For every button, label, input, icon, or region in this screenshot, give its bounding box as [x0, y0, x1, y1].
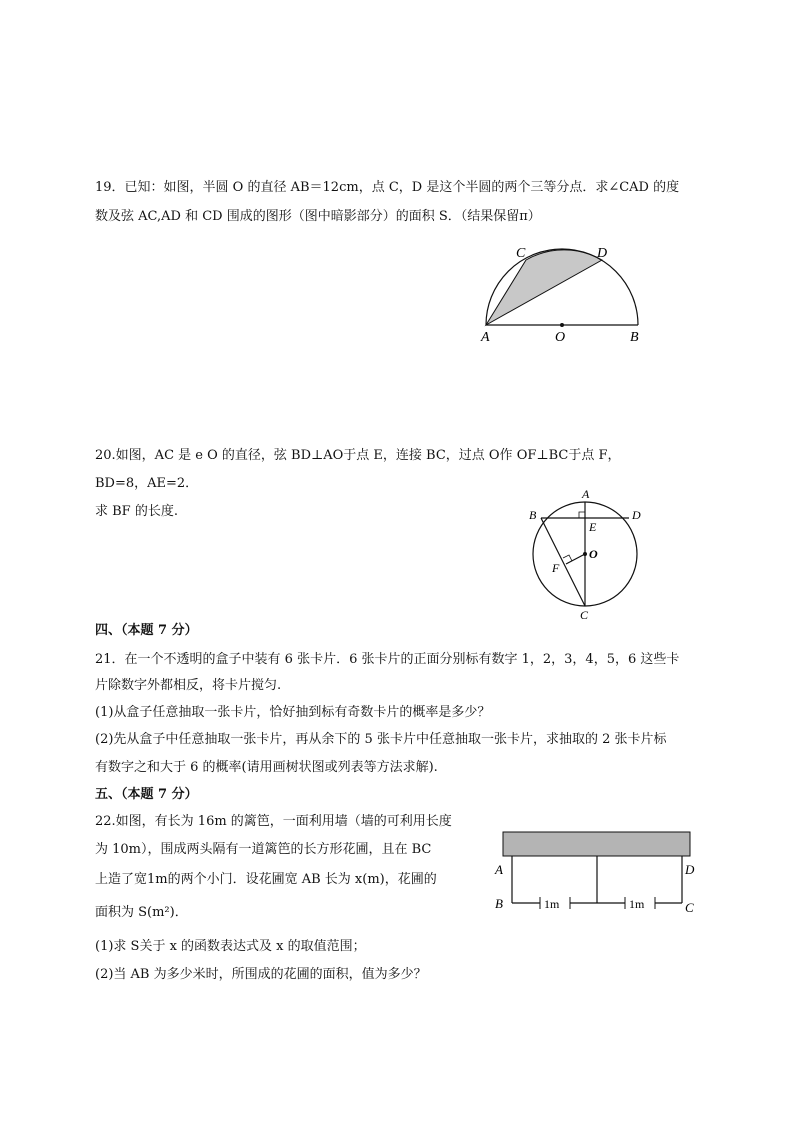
section-5-heading: 五、（本题 7 分）	[95, 787, 198, 802]
chord-bc	[541, 518, 585, 606]
center-point	[560, 323, 564, 327]
center-o	[583, 552, 587, 556]
q21-line-5: 有数字之和大于 6 的概率(请用画树状图或列表等方法求解).	[95, 760, 438, 775]
label-f2: F	[552, 561, 560, 575]
label-o: O	[555, 330, 566, 345]
q21-line-2: 片除数字外都相反，将卡片搅匀.	[95, 678, 282, 693]
q21-line-3: (1)从盒子任意抽取一张卡片，恰好抽到标有奇数卡片的概率是多少？	[95, 705, 491, 720]
garden-figure	[492, 828, 702, 923]
right-angle-f	[563, 555, 572, 561]
circle-figure	[525, 486, 645, 621]
label-a2: A	[582, 487, 590, 501]
q22-line-1: 22.如图，有长为 16m 的篱笆，一面利用墙（墙的可利用长度	[95, 814, 452, 829]
label-c: C	[516, 246, 526, 261]
label-b: B	[630, 330, 639, 345]
right-angle-e	[579, 512, 585, 518]
q19-line-2: 数及弦 AC,AD 和 CD 围成的图形（图中暗影部分）的面积 S．（结果保留π）	[95, 209, 541, 224]
gate1-label: 1m	[544, 897, 560, 911]
q22-line-4: 面积为 S(m²)．	[95, 905, 188, 920]
q20-line-2: BD=8，AE=2．	[95, 476, 199, 491]
gate2-label: 1m	[629, 897, 645, 911]
label-d2: D	[632, 508, 641, 522]
shaded-region	[486, 250, 602, 325]
label-b2: B	[529, 508, 537, 522]
wall	[503, 832, 690, 856]
label-a3: A	[495, 862, 503, 877]
q21-line-4: (2)先从盒子中任意抽取一张卡片，再从余下的 5 张卡片中任意抽取一张卡片，求抽取的 2 张卡片标	[95, 732, 667, 747]
semicircle-figure	[470, 240, 650, 350]
label-c2: C	[580, 608, 589, 622]
q22-line-6: (2)当 AB 为多少米时，所围成的花圃的面积，值为多少？	[95, 967, 427, 982]
label-b3: B	[495, 896, 503, 911]
label-o2: O	[589, 547, 598, 561]
label-d: D	[597, 246, 608, 261]
q20-line-1: 20.如图，AC 是 e O 的直径，弦 BD⊥AO于点 E，连接 BC，过点 O作 OF⊥BC于点 F，	[95, 448, 621, 463]
label-c3: C	[685, 900, 694, 915]
q21-line-1: 21．在一个不透明的盒子中装有 6 张卡片．6 张卡片的正面分别标有数字 1，2，3，4，5，6 这些卡	[95, 652, 680, 667]
label-d3: D	[685, 862, 695, 877]
q20-line-3: 求 BF 的长度.	[95, 504, 178, 519]
section-4-heading: 四、（本题 7 分）	[95, 623, 198, 638]
q22-line-3: 上造了宽1m的两个小门．设花圃宽 AB 长为 x(m)，花圃的	[95, 872, 437, 887]
label-a: A	[481, 330, 490, 345]
q19-line-1: 19．已知：如图，半圆 O 的直径 AB＝12cm，点 C，D 是这个半圆的两个三等分点．求∠CAD 的度	[95, 180, 680, 195]
q22-line-2: 为 10m），围成两头隔有一道篱笆的长方形花圃，且在 BC	[95, 842, 432, 857]
q22-line-5: (1)求 S关于 x 的函数表达式及 x 的取值范围；	[95, 939, 366, 954]
label-e2: E	[589, 520, 597, 534]
